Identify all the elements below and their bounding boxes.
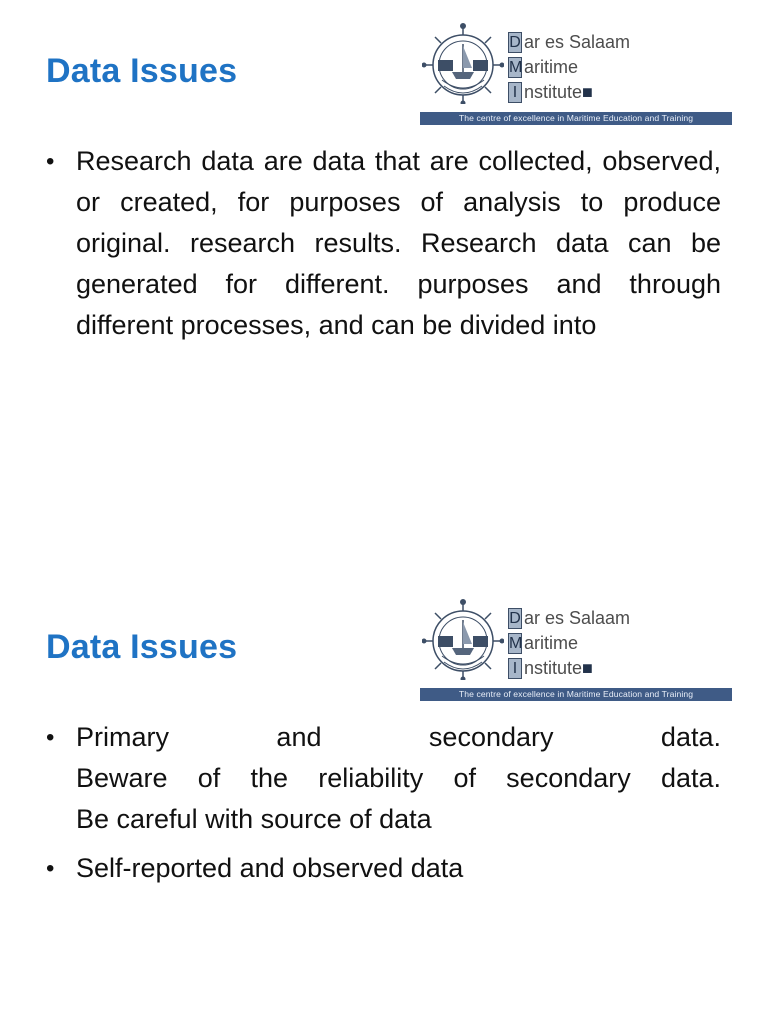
bullet-item: • Research data are data that are collected, observed, or created, for purposes of analysis to produce original. research results. Research data can be generated for different. purposes and through different processes, and can be divided into	[46, 141, 721, 346]
bullet-line: Beware of the reliability of secondary data.	[76, 763, 721, 793]
bullet-line: • Primary and secondary data.	[76, 722, 721, 752]
logo-text: aritime	[524, 57, 579, 77]
bullet-item	[46, 717, 721, 840]
ship-wheel-emblem-icon	[422, 22, 504, 104]
slide-title: Data Issues	[46, 52, 238, 90]
logo-text: aritime	[524, 633, 579, 653]
logo-line-dar	[508, 30, 630, 55]
logo-dot: ■	[582, 82, 593, 102]
logo-initial: M	[509, 59, 523, 76]
bullet-line: Be careful with source of data	[76, 804, 432, 834]
logo-line-maritime	[508, 631, 630, 656]
logo-initial: D	[509, 610, 521, 627]
logo-text: nstitute	[524, 658, 583, 678]
logo-line-maritime	[508, 55, 630, 80]
bullet-item: • Self-reported and observed data	[46, 848, 721, 889]
slide-title: Data Issues	[46, 628, 238, 666]
slide-2	[0, 512, 768, 1024]
institute-logo	[420, 598, 732, 698]
logo-line-institute	[508, 80, 630, 105]
logo-tagline: The centre of excellence in Maritime Education and Training	[420, 688, 732, 701]
bullet-list	[46, 141, 721, 346]
logo-initial: D	[509, 34, 521, 51]
logo-tagline: The centre of excellence in Maritime Education and Training	[420, 112, 732, 125]
institute-name	[508, 30, 630, 105]
ship-wheel-emblem-icon	[422, 598, 504, 680]
logo-dot: ■	[582, 658, 593, 678]
logo-line-institute	[508, 656, 630, 681]
bullet-list	[46, 717, 721, 889]
logo-text: nstitute	[524, 82, 583, 102]
logo-initial: I	[508, 82, 522, 103]
logo-text: ar es Salaam	[524, 608, 631, 628]
institute-name	[508, 606, 630, 681]
institute-logo	[420, 22, 732, 122]
logo-initial: M	[509, 635, 523, 652]
logo-initial: I	[508, 658, 522, 679]
logo-line-dar	[508, 606, 630, 631]
logo-text: ar es Salaam	[524, 32, 631, 52]
